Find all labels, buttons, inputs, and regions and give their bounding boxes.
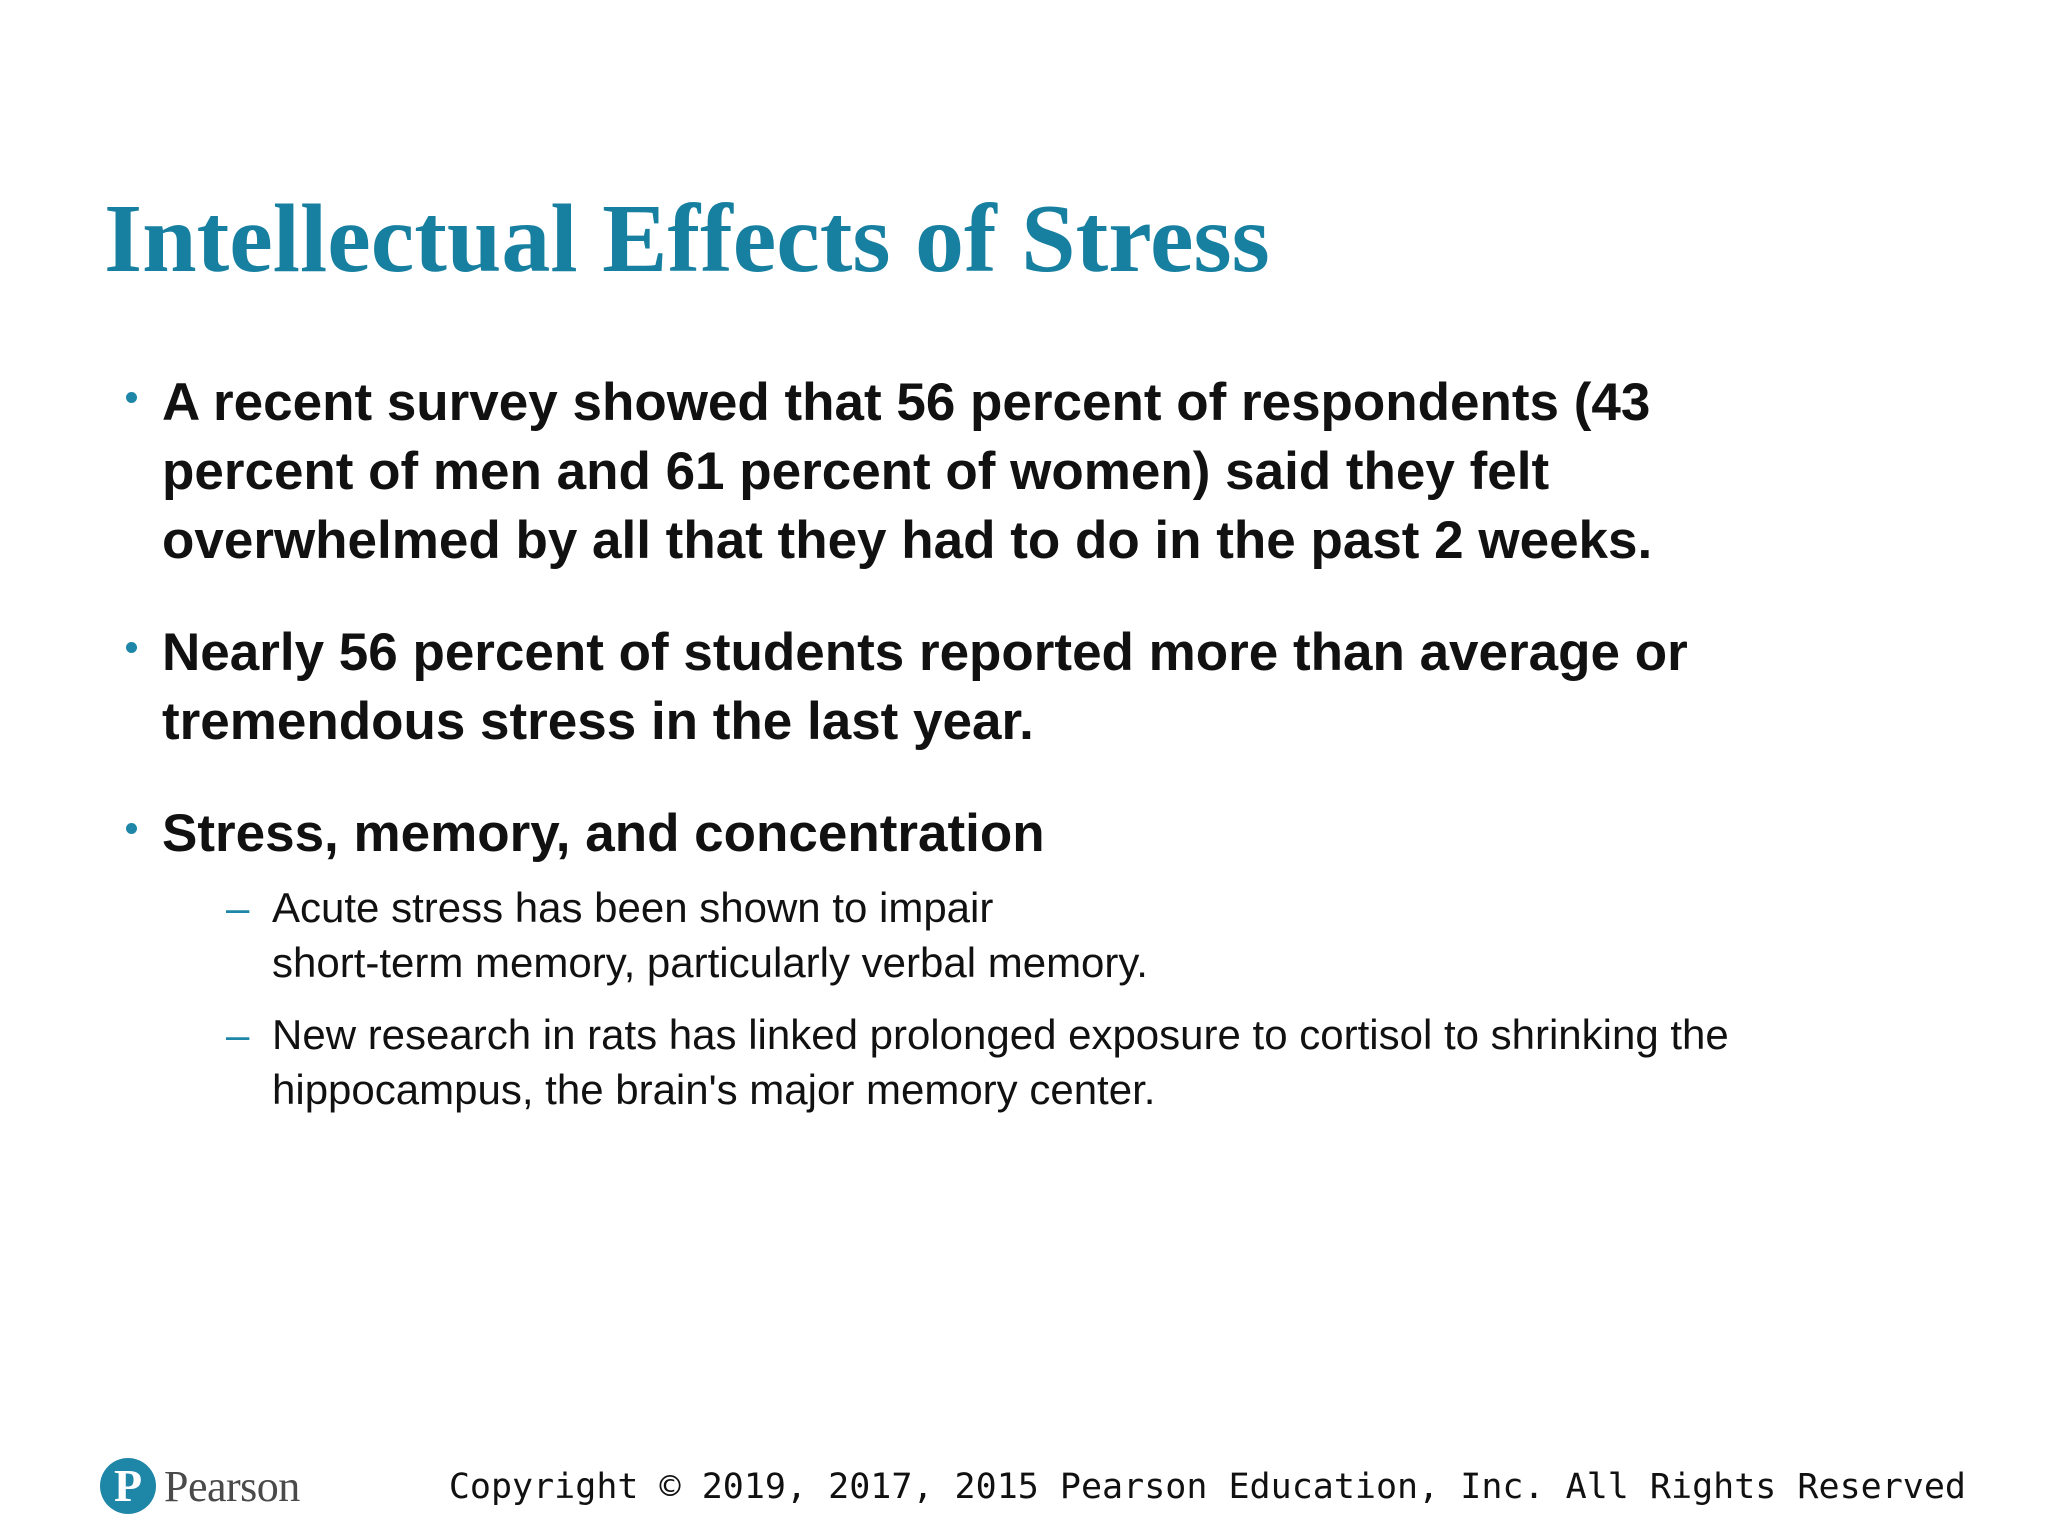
copyright-notice: Copyright © 2019, 2017, 2015 Pearson Education, Inc. All Rights Reserved bbox=[448, 1467, 1966, 1507]
sub-bullet-text-line: Acute stress has been shown to impair bbox=[272, 884, 994, 931]
pearson-logo-text: Pearson bbox=[164, 1461, 300, 1511]
slide-title: Intellectual Effects of Stress bbox=[104, 185, 1270, 293]
bullet-text-line: percent of men and 61 percent of women) said they felt bbox=[162, 442, 1550, 501]
bullet-list bbox=[124, 368, 1924, 1117]
bullet-text-line: Nearly 56 percent of students reported more than average or bbox=[162, 623, 1688, 682]
bullet-text-line: A recent survey showed that 56 percent of respondents (43 bbox=[162, 373, 1651, 432]
bullet-dot-icon bbox=[126, 823, 137, 834]
sub-bullet-text-line: hippocampus, the brain's major memory center. bbox=[272, 1066, 1156, 1113]
bullet-dot-icon bbox=[126, 642, 137, 653]
sub-bullet-item bbox=[162, 1007, 1924, 1117]
bullet-item bbox=[124, 799, 1924, 1117]
pearson-logo-icon: P bbox=[100, 1458, 156, 1514]
bullet-text-line: Stress, memory, and concentration bbox=[162, 804, 1045, 863]
bullet-dot-icon bbox=[126, 392, 137, 403]
bullet-item bbox=[124, 618, 1924, 756]
sub-bullet-list bbox=[162, 880, 1924, 1117]
dash-icon: – bbox=[226, 1011, 250, 1058]
sub-bullet-text-line: short-term memory, particularly verbal memory. bbox=[272, 939, 1148, 986]
sub-bullet-text-line: New research in rats has linked prolonged exposure to cortisol to shrinking the bbox=[272, 1011, 1729, 1058]
bullet-text-line: overwhelmed by all that they had to do in the past 2 weeks. bbox=[162, 511, 1653, 570]
sub-bullet-item bbox=[162, 880, 1924, 990]
bullet-item bbox=[124, 368, 1924, 575]
bullet-text-line: tremendous stress in the last year. bbox=[162, 692, 1034, 751]
dash-icon: – bbox=[226, 884, 250, 931]
pearson-logo bbox=[100, 1458, 300, 1514]
